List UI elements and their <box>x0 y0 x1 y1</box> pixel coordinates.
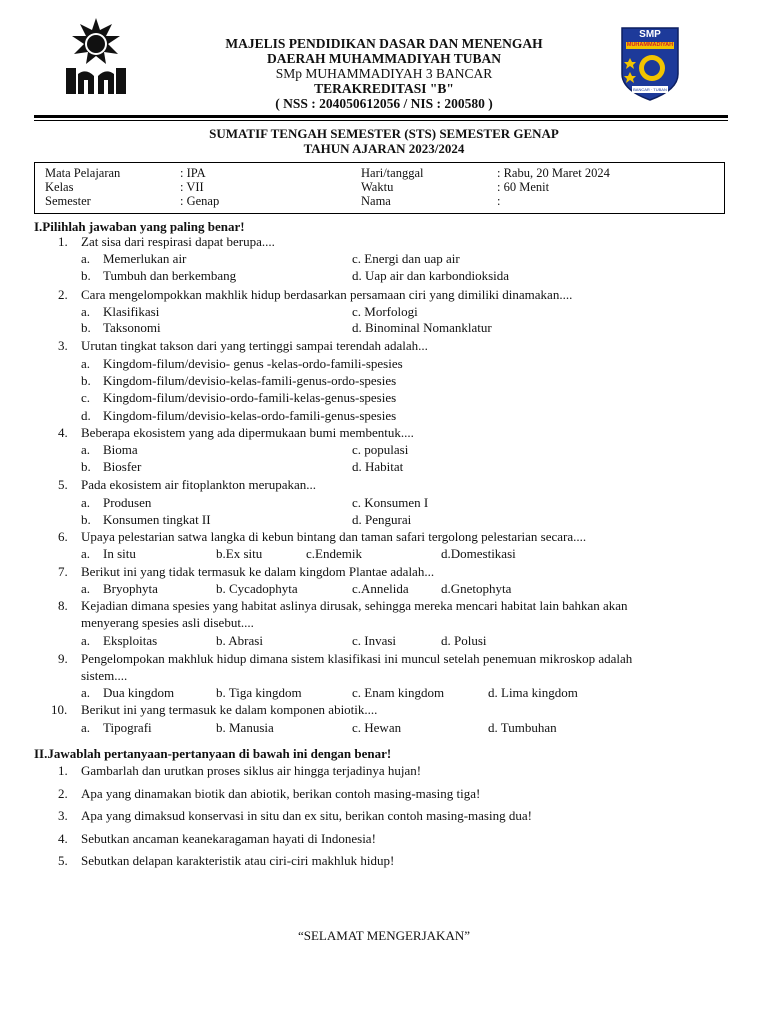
question-number: 6. <box>58 529 68 544</box>
option-text: d. Lima kingdom <box>488 685 578 700</box>
header-line-1: MAJELIS PENDIDIKAN DASAR DAN MENENGAH <box>225 36 543 51</box>
option-text: Kingdom-filum/devisio-ordo-famili-kelas-genus-spesies <box>103 390 397 405</box>
info-waktu-label: Waktu <box>361 180 394 194</box>
option-letter: b. <box>81 320 91 335</box>
smp-logo-band: MUHAMMADIYAH <box>626 42 674 48</box>
option-letter: a. <box>81 546 91 561</box>
option-text: b. Manusia <box>216 720 274 735</box>
option-text: b. Tiga kingdom <box>216 685 302 700</box>
option-text: d. Binominal Nomanklatur <box>352 320 492 335</box>
essay-question: Sebutkan ancaman keanekaragaman hayati di Indonesia! <box>81 831 376 846</box>
question-number: 8. <box>58 598 68 613</box>
question-number: 5. <box>58 477 68 492</box>
question-text: Pada ekosistem air fitoplankton merupakan... <box>81 477 317 492</box>
option-text: d. Uap air dan karbondioksida <box>352 268 510 283</box>
option-letter: b. <box>81 459 91 474</box>
essay-number: 5. <box>58 853 68 868</box>
option-letter: a. <box>81 251 91 266</box>
option-text: c. Enam kingdom <box>352 685 445 700</box>
option-text: Memerlukan air <box>103 251 187 266</box>
info-kelas-label: Kelas <box>45 180 74 194</box>
question-text: Upaya pelestarian satwa langka di kebun bintang dan taman safari tergolong pelestarian secara.... <box>81 529 587 544</box>
option-letter: c. <box>81 390 91 405</box>
header-line-3: SMp MUHAMMADIYAH 3 BANCAR <box>275 66 493 81</box>
option-text: d. Habitat <box>352 459 404 474</box>
option-text: Tipografi <box>103 720 152 735</box>
option-letter: a. <box>81 581 91 596</box>
option-text: Produsen <box>103 495 152 510</box>
option-text: Kingdom-filum/devisio-kelas-ordo-famili-genus-spesies <box>103 408 397 423</box>
option-text: d. Polusi <box>441 633 487 648</box>
question-text-continued: sistem.... <box>81 668 128 683</box>
option-letter: a. <box>81 633 91 648</box>
info-hari-label: Hari/tanggal <box>361 166 424 180</box>
question-number: 9. <box>58 651 68 666</box>
question-text: Kejadian dimana spesies yang habitat aslinya dirusak, sehingga mereka mencari habitat lain bahkan akan <box>81 598 628 613</box>
option-text: c.Annelida <box>352 581 409 596</box>
essay-question: Apa yang dimaksud konservasi in situ dan ex situ, berikan contoh masing-masing dua! <box>81 808 532 823</box>
option-letter: a. <box>81 495 91 510</box>
question-text: Pengelompokan makhluk hidup dimana sistem klasifikasi ini muncul setelah penemuan mikroskop adalah <box>81 651 633 666</box>
closing-message: “SELAMAT MENGERJAKAN” <box>297 928 470 943</box>
option-text: b.Ex situ <box>216 546 263 561</box>
option-text: Dua kingdom <box>103 685 175 700</box>
option-letter: d. <box>81 408 91 423</box>
question-text: Berikut ini yang termasuk ke dalam komponen abiotik.... <box>81 702 378 717</box>
option-text: c. Energi dan uap air <box>352 251 460 266</box>
smp-logo-label: SMP <box>639 29 661 40</box>
option-text: c. Morfologi <box>352 304 418 319</box>
question-text: Zat sisa dari respirasi dapat berupa.... <box>81 234 275 249</box>
info-mapel-label: Mata Pelajaran <box>45 166 121 180</box>
header-divider-thin <box>34 120 728 121</box>
question-number: 3. <box>58 338 68 353</box>
option-text: d.Domestikasi <box>441 546 516 561</box>
option-letter: b. <box>81 512 91 527</box>
option-letter: a. <box>81 304 91 319</box>
option-text: Kingdom-filum/devisio-kelas-famili-genus-ordo-spesies <box>103 373 397 388</box>
question-number: 2. <box>58 287 68 302</box>
option-text: c.Endemik <box>306 546 362 561</box>
essay-number: 3. <box>58 808 68 823</box>
option-letter: a. <box>81 356 91 371</box>
question-text: Berikut ini yang tidak termasuk ke dalam kingdom Plantae adalah... <box>81 564 435 579</box>
header-line-5: ( NSS : 204050612056 / NIS : 200580 ) <box>275 96 493 111</box>
info-semester-value: : Genap <box>180 194 220 208</box>
section-1-heading: I.Pilihlah jawaban yang paling benar! <box>34 219 245 234</box>
question-number: 4. <box>58 425 68 440</box>
info-hari-value: : Rabu, 20 Maret 2024 <box>497 166 610 180</box>
question-text: Cara mengelompokkan makhlik hidup berdasarkan persamaan ciri yang dimiliki dinamakan.... <box>81 287 573 302</box>
option-text: Bryophyta <box>103 581 158 596</box>
info-nama-value: : <box>497 194 501 208</box>
info-kelas-value: : VII <box>180 180 204 194</box>
exam-title: SUMATIF TENGAH SEMESTER (STS) SEMESTER GENAP <box>209 126 559 141</box>
option-text: c. Konsumen I <box>352 495 429 510</box>
option-letter: a. <box>81 685 91 700</box>
option-text: c. Invasi <box>352 633 397 648</box>
question-number: 7. <box>58 564 68 579</box>
option-text: b. Cycadophyta <box>216 581 298 596</box>
option-text: Kingdom-filum/devisio- genus -kelas-ordo-famili-spesies <box>103 356 403 371</box>
info-nama-label: Nama <box>361 194 391 208</box>
option-text: Bioma <box>103 442 138 457</box>
info-waktu-value: : 60 Menit <box>497 180 550 194</box>
essay-question: Gambarlah dan urutkan proses siklus air hingga terjadinya hujan! <box>81 763 422 778</box>
option-letter: a. <box>81 720 91 735</box>
option-letter: a. <box>81 442 91 457</box>
option-text: Tumbuh dan berkembang <box>103 268 237 283</box>
essay-number: 1. <box>58 763 68 778</box>
option-text: c. populasi <box>352 442 409 457</box>
header-divider-thick <box>34 115 728 118</box>
question-number: 10. <box>51 702 68 717</box>
question-text: Beberapa ekosistem yang ada dipermukaan bumi membentuk.... <box>81 425 414 440</box>
smp-logo-bottom: BANCAR · TUBAN <box>633 87 667 92</box>
header-line-2: DAERAH MUHAMMADIYAH TUBAN <box>266 51 501 66</box>
info-semester-label: Semester <box>45 194 91 208</box>
question-text: Urutan tingkat takson dari yang tertinggi sampai terendah adalah... <box>81 338 428 353</box>
option-text: Klasifikasi <box>103 304 160 319</box>
question-number: 1. <box>58 234 68 249</box>
essay-number: 2. <box>58 786 68 801</box>
option-text: d. Pengurai <box>352 512 412 527</box>
essay-number: 4. <box>58 831 68 846</box>
header-line-4: TERAKREDITASI "B" <box>314 81 454 96</box>
essay-question: Apa yang dinamakan biotik dan abiotik, berikan contoh masing-masing tiga! <box>81 786 481 801</box>
option-letter: b. <box>81 268 91 283</box>
option-text: Konsumen tingkat II <box>103 512 211 527</box>
question-text-continued: menyerang spesies asli disebut.... <box>81 615 254 630</box>
option-text: d.Gnetophyta <box>441 581 512 596</box>
option-text: In situ <box>103 546 136 561</box>
option-text: b. Abrasi <box>216 633 263 648</box>
option-text: Taksonomi <box>103 320 161 335</box>
option-text: d. Tumbuhan <box>488 720 557 735</box>
info-mapel-value: : IPA <box>180 166 206 180</box>
option-text: Biosfer <box>103 459 142 474</box>
exam-year: TAHUN AJARAN 2023/2024 <box>303 141 465 156</box>
option-text: c. Hewan <box>352 720 402 735</box>
section-2-heading: II.Jawablah pertanyaan-pertanyaan di bawah ini dengan benar! <box>34 746 392 761</box>
essay-question: Sebutkan delapan karakteristik atau ciri-ciri makhluk hidup! <box>81 853 395 868</box>
option-letter: b. <box>81 373 91 388</box>
option-text: Eksploitas <box>103 633 158 648</box>
